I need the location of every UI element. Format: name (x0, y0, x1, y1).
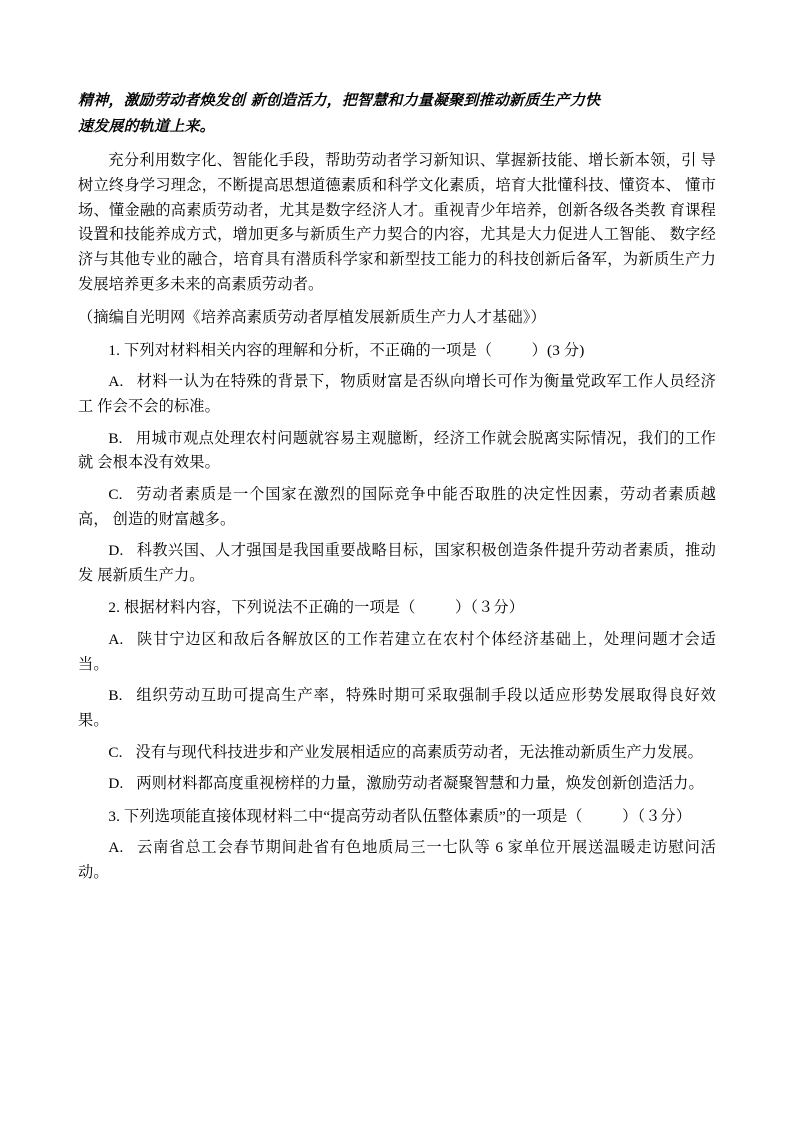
question-2-suffix: ）（３分） (454, 599, 525, 617)
question-3-number: 3. (108, 807, 121, 825)
question-1-text: 下列对材料相关内容的理解和分析，不正确的一项是（ (124, 341, 493, 359)
option-label: D. (108, 542, 124, 560)
question-2-option-b (78, 684, 716, 733)
option-text: 没有与现代科技进步和产业发展相适应的高素质劳动者，无法推动新质生产力发展。 (135, 743, 704, 761)
question-2-option-c (78, 741, 716, 766)
question-3-text: 下列选项能直接体现材料二中“提高劳动者队伍整体素质”的一项是（ (124, 807, 583, 825)
option-text: 云南省总工会春节期间赴省有色地质局三一七队等 6 家单位开展送温暖走访慰问活动。 (78, 839, 716, 881)
body-paragraph: 充分利用数字化、智能化手段，帮助劳动者学习新知识、掌握新技能、增长新本领，引 导树立终身学习理念，不断提高思想道德素质和科学文化素质，培育大批懂科技、懂资本、 懂市场、懂金融的高素质劳动者，尤其是数字经济人才。重视青少年培养，创新各级各类教 育课程设置和技能养成方式，增加更多与新质生产力契合的内容，尤其是大力促进人工智能、 数字经济与其他专业的融合，培育具有潜质科学家和新型技工能力的科技创新后备军，为新质生产力发展培养更多未来的高素质劳动者。 (78, 152, 716, 293)
handwritten-line-2: 速发展的轨道上来。 (78, 117, 215, 136)
option-label: D. (108, 775, 124, 793)
option-text: 材料一认为在特殊的背景下，物质财富是否纵向增长可作为衡量党政军工作人员经济工 作会不会的标准。 (78, 373, 716, 415)
option-label: C. (108, 743, 123, 761)
option-text: 用城市观点处理农村问题就容易主观臆断，经济工作就会脱离实际情况，我们的工作就 会根本没有效果。 (78, 429, 716, 472)
option-text: 陕甘宁边区和敌后各解放区的工作若建立在农村个体经济基础上，处理问题才会适当。 (78, 631, 716, 673)
question-3-stem (78, 805, 716, 830)
document-body (78, 88, 716, 886)
handwritten-line-1: 精神，激励劳动者焕发创 新创造活力，把智慧和力量凝聚到推动新质生产力快 (78, 91, 601, 109)
question-1-option-c (78, 483, 716, 532)
question-1-number: 1. (108, 341, 121, 359)
option-text: 劳动者素质是一个国家在激烈的国际竞争中能否取胜的决定性因素，劳动者素质越高， 创造的财富越多。 (78, 485, 716, 528)
question-2-option-a (78, 628, 716, 677)
question-2-stem (78, 596, 716, 621)
option-label: C. (108, 485, 123, 503)
question-1-option-d (78, 539, 716, 588)
question-1-stem (78, 339, 716, 364)
option-label: B. (108, 429, 123, 447)
option-text: 两则材料都高度重视榜样的力量，激励劳动者凝聚智慧和力量，焕发创新创造活力。 (136, 775, 704, 793)
option-label: B. (108, 687, 123, 705)
question-1-option-a (78, 370, 716, 419)
question-2-text: 根据材料内容，下列说法不正确的一项是（ (124, 599, 416, 617)
option-text: 组织劳动互助可提高生产率，特殊时期可采取强制手段以适应形势发展取得良好效果。 (78, 687, 716, 729)
question-2-option-d (78, 772, 716, 797)
option-label: A. (108, 839, 124, 857)
option-label: A. (108, 373, 124, 391)
option-text: 科教兴国、人才强国是我国重要战略目标，国家积极创造条件提升劳动者素质，推动发 展新质生产力。 (78, 542, 716, 584)
question-3-suffix: ）（３分） (622, 807, 692, 825)
option-label: A. (108, 631, 124, 648)
question-3-option-a (78, 836, 716, 885)
question-1-option-b (78, 427, 716, 476)
source-citation: （摘编自光明网《培养高素质劳动者厚植发展新质生产力人才基础》） (78, 309, 546, 327)
question-2-number: 2. (108, 599, 121, 617)
question-1-suffix: ）(3 分) (531, 341, 585, 359)
